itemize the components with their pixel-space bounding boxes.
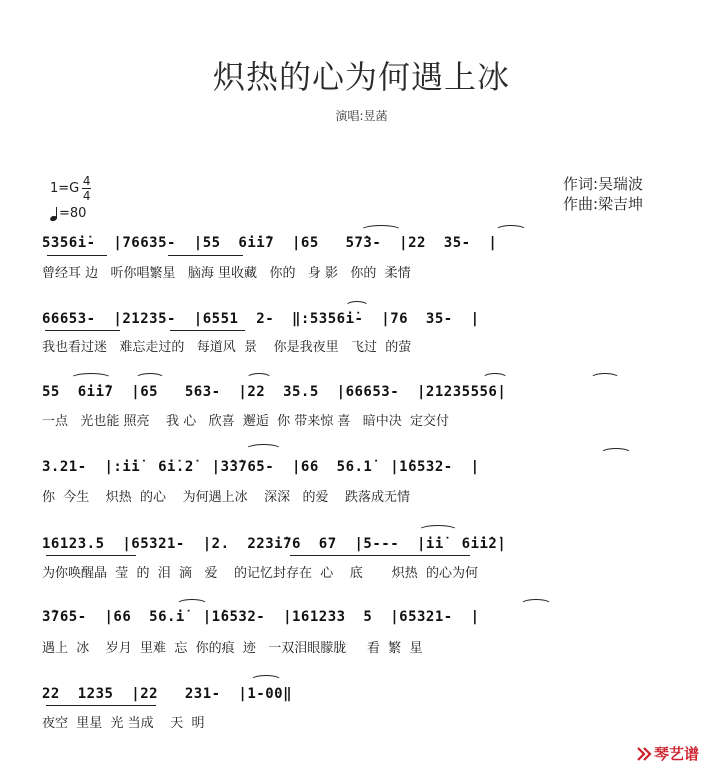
slur-mark [245, 444, 282, 455]
notation-line-1: 5356i̇- |76635- |55 6i̇i̇7 |65 57̇3- |22 35- | [42, 235, 498, 251]
logo-mark-icon [636, 746, 652, 762]
slur-mark [246, 373, 272, 384]
notation-line-4: 3.21- |:i̇i̇ 6i̇.2̇ |3̇3̇765- |66 56.1̇ |1̇6532- | [42, 459, 480, 475]
key-tempo-block [50, 173, 91, 221]
time-signature [82, 175, 91, 202]
notation-line-2: 66653- |21235- |6551 2- ‖:5356i̇- |76 35- | [42, 311, 480, 327]
lyric-line-7: 夜空 里星 光 当成 天 明 [42, 716, 205, 731]
credits-block [563, 174, 643, 214]
tempo-mark [50, 206, 91, 221]
notation-line-7: 22 1235 |22 231- |1-00‖ [42, 686, 293, 702]
logo-text: 琴艺谱 [654, 745, 700, 763]
lyricist-credit: 作词:吴瑞波 [563, 175, 644, 193]
quarter-note-icon [50, 207, 58, 221]
slur-mark [250, 675, 282, 686]
beam-underline [170, 330, 245, 331]
notation-line-6: 3̇765- |66 56.i̇ |1̇6532- |161233 5 |65321- | [42, 609, 480, 625]
slur-mark [418, 525, 458, 536]
slur-mark [135, 373, 165, 384]
beam-underline [168, 255, 243, 256]
site-logo [636, 743, 699, 764]
composer-credit: 作曲:梁吉坤 [563, 195, 644, 213]
slur-mark [360, 225, 402, 236]
slur-mark [590, 373, 620, 384]
slur-mark [600, 448, 632, 459]
beam-underline [46, 705, 156, 706]
singer-credit: 演唱:昱菡 [335, 109, 388, 123]
lyric-line-3: 一点 光也能 照亮 我 心 欣喜 邂逅 你 带来惊 喜 暗中决 定交付 [42, 414, 450, 429]
lyric-line-2: 我也看过迷 难忘走过的 每道风 景 你是我夜里 飞过 的萤 [42, 340, 412, 355]
song-title: 炽热的心为何遇上冰 [212, 58, 510, 96]
notation-line-3: 55 6i̇i̇7 |65 563- |22 35.5 |66653- |21235556| [42, 384, 507, 400]
beam-underline [45, 330, 120, 331]
slur-mark [482, 373, 508, 384]
lyric-line-6: 遇上 冰 岁月 里难 忘 你的痕 迹 一双泪眼朦胧 看 繁 星 [42, 641, 423, 656]
slur-mark [495, 225, 527, 236]
key-signature [50, 173, 91, 203]
key-label: 1=G [50, 180, 80, 196]
lyric-line-4: 你 今生 炽热 的心 为何遇上冰 深深 的爱 跌落成无情 [42, 490, 411, 505]
beam-underline [47, 255, 107, 256]
notation-line-5: 16123.5 |65321- |2. 223i̇76 67 |5--- |i̇i̇ 6i̇i̇2̇| [42, 536, 507, 552]
lyric-line-1: 曾经耳 边 听你唱繁星 脑海 里收藏 你的 身 影 你的 柔情 [42, 266, 411, 281]
tempo-value: =80 [59, 206, 87, 221]
slur-mark [520, 599, 552, 610]
beam-underline [46, 555, 136, 556]
slur-mark [70, 373, 112, 384]
meter-bottom: 4 [82, 188, 91, 203]
lyric-line-5: 为你唤醒晶 莹 的 泪 滴 爱 的记忆封存在 心 底 炽热 的心为何 [42, 566, 478, 581]
slur-mark [345, 301, 369, 312]
slur-mark [176, 599, 208, 610]
meter-top: 4 [82, 173, 91, 188]
beam-underline [290, 555, 470, 556]
